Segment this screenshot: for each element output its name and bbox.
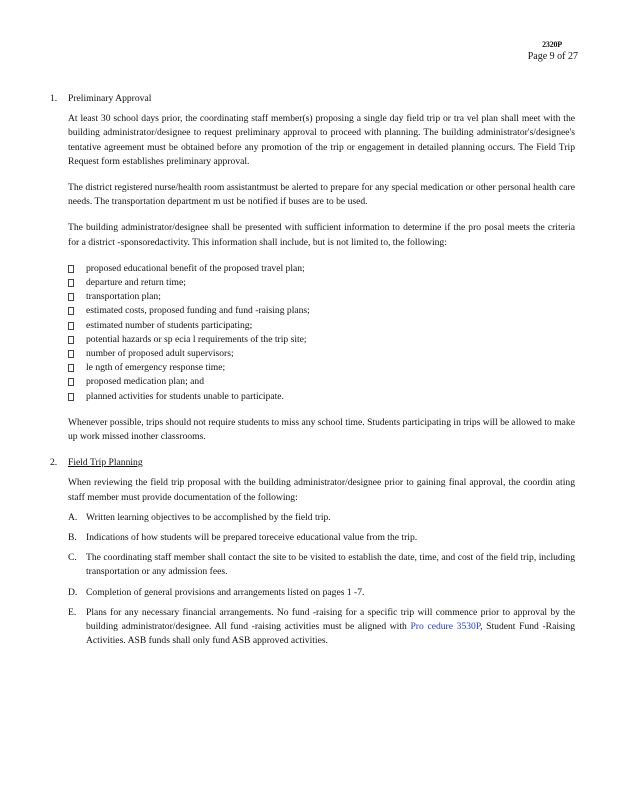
section-title — [68, 456, 575, 470]
list-item — [68, 586, 575, 600]
list-item — [68, 606, 575, 649]
list-item: proposed educational benefit of the proposed travel plan; — [68, 262, 575, 276]
item-text: Completion of general provisions and arrangements listed on pages 1 -7. — [86, 586, 365, 598]
list-item: proposed medication plan; and — [68, 375, 575, 389]
list-item: departure and return time; — [68, 276, 575, 290]
item-text: The coordinating staff member shall contact the site to be visited to establish the date, time, and cost of the field trip, including transportation or any admission fees. — [86, 552, 575, 578]
item-letter: D. — [68, 586, 78, 598]
item-text: Plans for any necessary financial arrangements. No fund -raising for a specific trip will commence prior to approval by the building administrator/designee. All fund -raising activities must be aligned with — [86, 606, 575, 633]
item-text: , Student Fund -Raising Activities. ASB funds shall only fund ASB approved activities. — [86, 621, 575, 647]
list-item: le ngth of emergency response time; — [68, 361, 575, 375]
item-letter: C. — [68, 552, 77, 564]
list-item — [68, 531, 575, 545]
document-body — [50, 92, 575, 661]
paragraph: At least 30 school days prior, the coordinating staff member(s) proposing a single day field trip or tra vel plan shall meet with the building administrator/designee to request preliminary approval to proceed with planning. The building administrator's/designee's tentative agreement must be obtained before any promotion of the trip or engagement in detailed planning occurs. The Field Trip Request form establishes preliminary approval. — [68, 113, 575, 167]
item-letter: B. — [68, 532, 77, 544]
criteria-list — [68, 262, 575, 404]
page-number: Page 9 of 27 — [527, 51, 578, 62]
item-letter: E. — [68, 606, 77, 618]
item-text: Written learning objectives to be accomplished by the field trip. — [86, 511, 331, 523]
section-title-text: Field Trip Planning — [68, 457, 143, 469]
item-text: Indications of how students will be prepared toreceive educational value from the trip. — [86, 532, 418, 544]
procedure-link[interactable]: Pro cedure 3530P — [410, 621, 481, 633]
list-item — [68, 551, 575, 579]
list-item: estimated number of students participating; — [68, 319, 575, 333]
paragraph: The district registered nurse/health room assistantmust be alerted to prepare for any special medication or other personal health care needs. The transportation department m ust be notified if buses are to be used. — [68, 182, 575, 208]
section-number: 1. — [50, 93, 58, 104]
list-item — [68, 511, 575, 525]
documentation-list — [68, 511, 575, 649]
paragraph: Whenever possible, trips should not require students to miss any school time. Students participating in trips will be allowed to make up work missed inother classrooms. — [68, 416, 575, 443]
section-title: Preliminary Approval — [68, 93, 152, 104]
procedure-code: 2320P — [542, 40, 562, 49]
section-number: 2. — [50, 457, 58, 469]
list-item: estimated costs, proposed funding and fund -raising plans; — [68, 304, 575, 318]
list-item: potential hazards or sp ecia l requirements of the trip site; — [68, 333, 575, 347]
list-item: transportation plan; — [68, 290, 575, 304]
section-field-trip-planning — [50, 456, 575, 648]
paragraph: The building administrator/designee shall be presented with sufficient information to determine if the pro posal meets the criteria for a district -sponsoredactivity. This information shall include, but is not limited to, the following: — [68, 222, 575, 248]
list-item: number of proposed adult supervisors; — [68, 347, 575, 361]
paragraph: When reviewing the field trip proposal with the building administrator/designee prior to gaining final approval, the coordin ating staff member must provide documentation of the following: — [68, 477, 575, 503]
section-preliminary-approval — [50, 92, 575, 444]
item-letter: A. — [68, 511, 78, 523]
list-item: planned activities for students unable to participate. — [68, 390, 575, 404]
